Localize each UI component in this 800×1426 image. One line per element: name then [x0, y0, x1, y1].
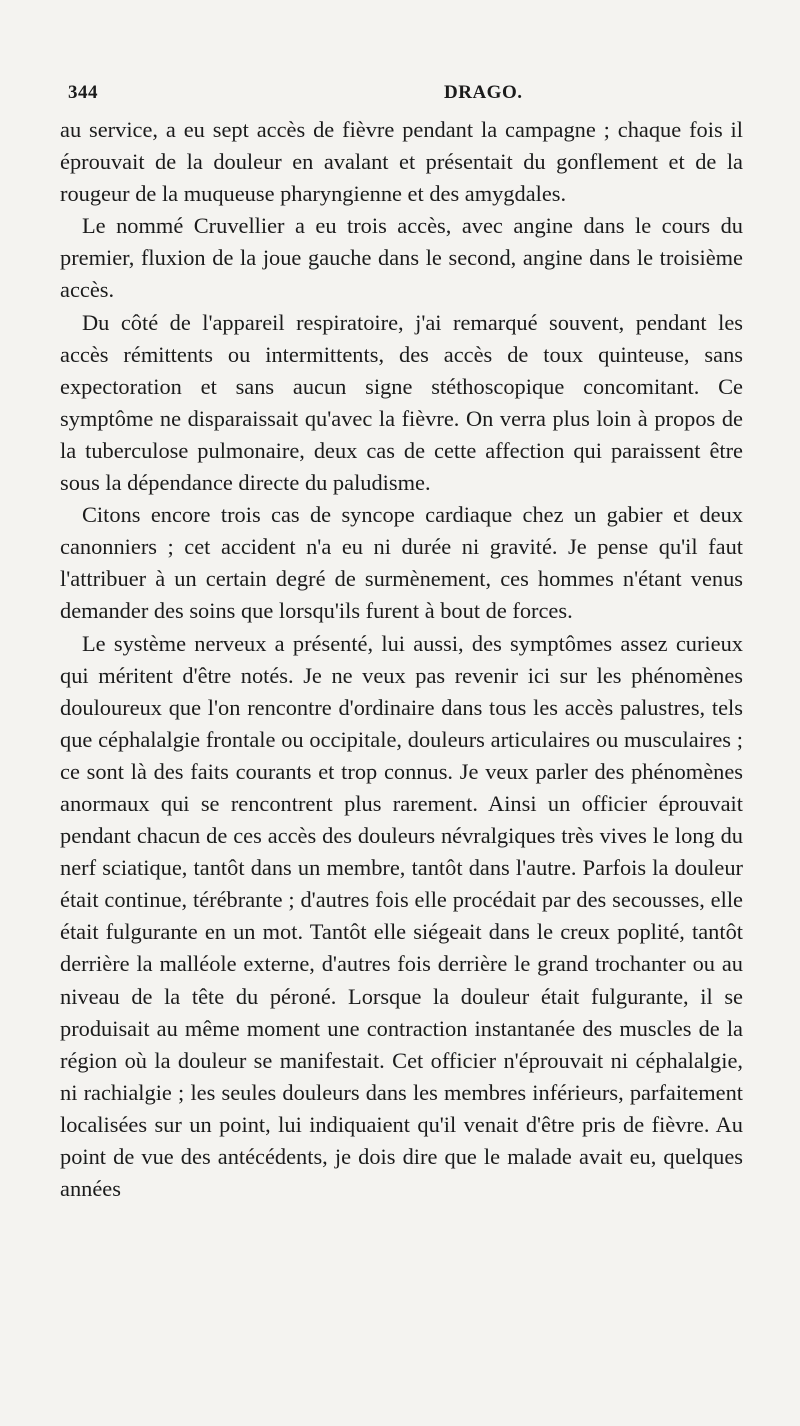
page-number: 344 — [68, 82, 98, 103]
page-header — [68, 82, 722, 110]
paragraph: Du côté de l'appareil respiratoire, j'ai remarqué souvent, pendant les accès rémittents ou intermittents, des accès de toux quinteuse, sans expectoration et sans aucun signe stéthoscopique concomitant. Ce symptôme ne disparaissait qu'avec la fièvre. On verra plus loin à propos de la tuberculose pulmonaire, deux cas de cette affection qui paraissent être sous la dépendance directe du paludisme. — [60, 309, 743, 496]
paragraph: Citons encore trois cas de syncope cardiaque chez un gabier et deux canonniers ; cet accident n'a eu ni durée ni gravité. Je pense qu'il faut l'attribuer à un certain degré de surmènement, ces hommes n'étant venus demander des soins que lorsqu'ils furent à bout de forces. — [60, 502, 743, 624]
paragraph: Le nommé Cruvellier a eu trois accès, avec angine dans le cours du premier, fluxion de la joue gauche dans le second, angine dans le troisième accès. — [60, 213, 743, 303]
paragraph: Le système nerveux a présenté, lui aussi, des symptômes assez curieux qui méritent d'être notés. Je ne veux pas revenir ici sur les phénomènes douloureux que l'on rencontre d'ordinaire dans tous les accès palustres, tels que céphalalgie frontale ou occipitale, douleurs articulaires ou musculaires ; ce sont là des faits courants et trop connus. Je veux parler des phénomènes anormaux qui se rencontrent plus rarement. Ainsi un officier éprouvait pendant chacun de ces accès des douleurs névralgiques très vives le long du nerf sciatique, tantôt dans un membre, tantôt dans l'autre. Parfois la douleur était continue, térébrante ; d'autres fois elle procédait par des secousses, elle était fulgurante en un mot. Tantôt elle siégeait dans le creux poplité, tantôt derrière la malléole externe, d'autres fois derrière le grand trochanter ou au niveau de la tête du péroné. Lorsque la douleur était fulgurante, il se produisait au même moment une contraction instantanée des muscles de la région où la douleur se manifestait. Cet officier n'éprouvait ni céphalalgie, ni rachialgie ; les seules douleurs dans les membres inférieurs, parfaitement localisées sur un point, lui indiquaient qu'il venait d'être pris de fièvre. Au point de vue des antécédents, je dois dire que le malade avait eu, quelques années — [60, 630, 743, 1202]
paragraph: au service, a eu sept accès de fièvre pendant la campagne ; chaque fois il éprouvait de la douleur en avalant et présentait du gonflement et de la rougeur de la muqueuse pharyngienne et des amygdales. — [60, 117, 743, 207]
running-title: DRAGO. — [444, 82, 523, 103]
body-text — [60, 114, 743, 1205]
